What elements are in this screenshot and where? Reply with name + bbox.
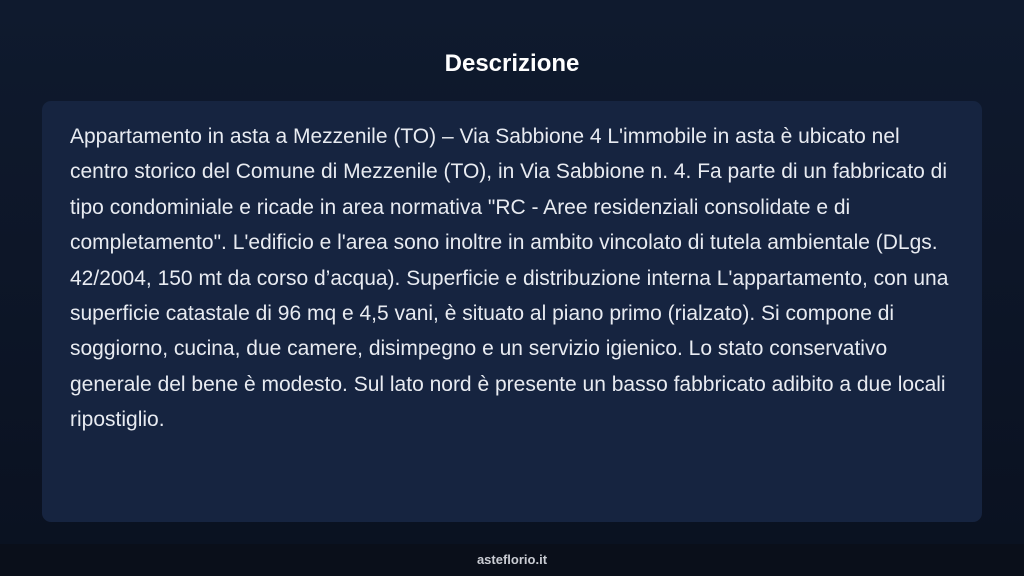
footer-brand: asteflorio.it (0, 544, 1024, 576)
description-text: Appartamento in asta a Mezzenile (TO) – Via Sabbione 4 L'immobile in asta è ubicato nel centro storico del Comune di Mezzenile (TO), in Via Sabbione n. 4. Fa parte di un fabbricato di tipo condominiale e ricade in area normativa "RC - Aree residenziali consolidate e di completamento". L'edificio e l'area sono inoltre in ambito vincolato di tutela ambientale (DLgs. 42/2004, 150 mt da corso d’acqua). Superficie e distribuzione interna L'appartamento, con una superficie catastale di 96 mq e 4,5 vani, è situato al piano primo (rialzato). Si compone di soggiorno, cucina, due camere, disimpegno e un servizio igienico. Lo stato conservativo generale del bene è modesto. Sul lato nord è presente un basso fabbricato adibito a due locali ripostiglio. (70, 125, 949, 432)
description-card (42, 101, 982, 522)
page-title: Descrizione (444, 50, 580, 77)
